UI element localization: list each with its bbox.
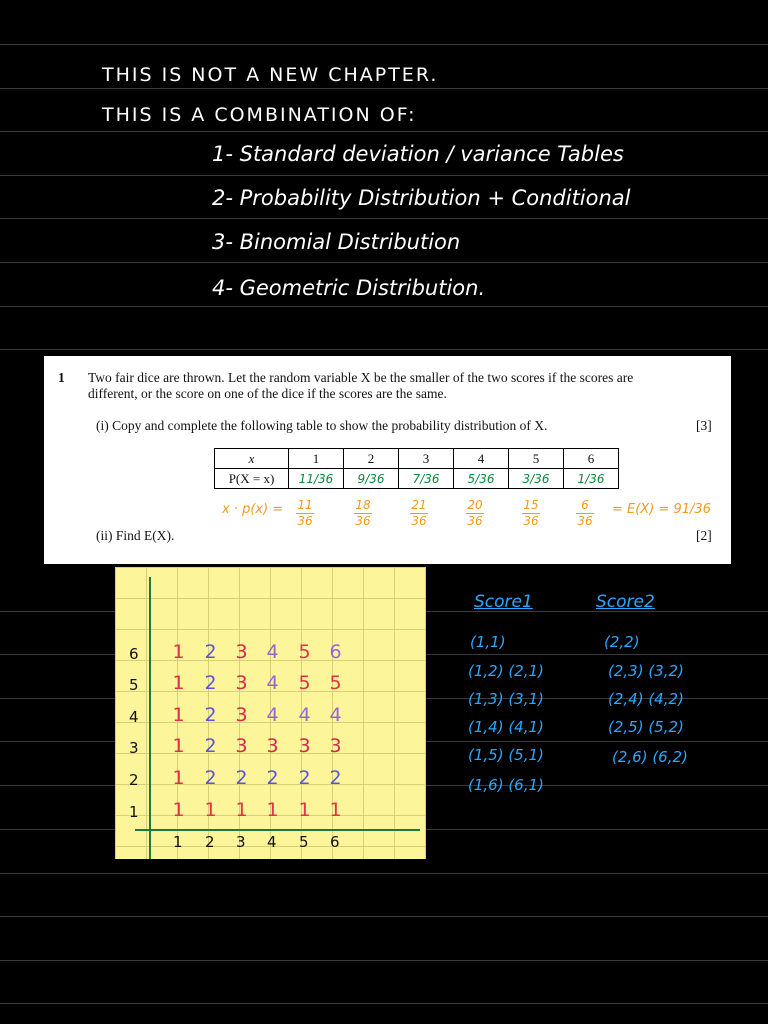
note-line-1: THIS IS NOT A NEW CHAPTER. (102, 64, 439, 86)
grid-cell-value: 1 (172, 799, 185, 821)
grid-cell-value: 4 (266, 641, 279, 663)
grid-y-label: 5 (129, 676, 139, 694)
grid-cell-value: 2 (329, 767, 342, 789)
grid-cell-value: 2 (204, 735, 217, 757)
xp-fraction: 18 36 (355, 498, 371, 528)
score1-title: Score1 (474, 592, 533, 612)
p-header: P(X = x) (215, 469, 289, 489)
score2-pair: (2,5) (5,2) (608, 718, 684, 736)
grid-cell-value: 1 (298, 799, 311, 821)
distribution-table (214, 448, 619, 489)
question-text-1: Two fair dice are thrown. Let the random variable X be the smaller of the two scores if the scores are (88, 370, 634, 385)
table-row-x (215, 449, 619, 469)
grid-cell-value: 2 (235, 767, 248, 789)
grid-cell-value: 1 (172, 641, 185, 663)
note-item-3: 3- Binomial Distribution (212, 230, 461, 254)
grid-y-label: 1 (129, 803, 139, 821)
note-item-1: 1- Standard deviation / variance Tables (212, 142, 624, 166)
table-row-p (215, 469, 619, 489)
grid-y-label: 3 (129, 739, 139, 757)
score1-pair: (1,4) (4,1) (468, 718, 544, 736)
score1-pair: (1,5) (5,1) (468, 746, 544, 764)
note-item-4: 4- Geometric Distribution. (212, 276, 486, 300)
score1-pair: (1,1) (470, 633, 506, 651)
score2-pair: (2,3) (3,2) (608, 662, 684, 680)
probability-value: 11/36 (289, 469, 344, 489)
score1-pair: (1,6) (6,1) (468, 776, 544, 794)
question-number: 1 (58, 370, 65, 385)
grid-cell-value: 4 (298, 704, 311, 726)
probability-value: 3/36 (509, 469, 564, 489)
xp-fraction: 6 36 (577, 498, 593, 528)
grid-x-label: 5 (299, 833, 309, 851)
grid-cell-value: 3 (235, 641, 248, 663)
x-axis (135, 829, 420, 831)
grid-cell-value: 1 (172, 672, 185, 694)
grid-x-label: 1 (173, 833, 183, 851)
question-part-i: (i) Copy and complete the following table to show the probability distribution of X. (96, 418, 548, 433)
y-axis (149, 577, 151, 859)
question-text-2: different, or the score on one of the dice if the scores are the same. (88, 386, 447, 401)
x-value: 2 (344, 449, 399, 469)
grid-y-label: 4 (129, 708, 139, 726)
question-card (44, 356, 731, 564)
grid-cell-value: 3 (235, 672, 248, 694)
grid-cell-value: 2 (204, 704, 217, 726)
expectation-result: = E(X) = 91/36 (612, 502, 711, 517)
grid-cell-value: 3 (235, 735, 248, 757)
xp-label: x · p(x) = (222, 502, 284, 517)
score2-pair: (2,4) (4,2) (608, 690, 684, 708)
grid-cell-value: 1 (235, 799, 248, 821)
grid-y-label: 6 (129, 645, 139, 663)
grid-cell-value: 2 (266, 767, 279, 789)
x-header: x (215, 449, 289, 469)
score1-pair: (1,2) (2,1) (468, 662, 544, 680)
grid-cell-value: 1 (172, 735, 185, 757)
x-value: 5 (509, 449, 564, 469)
grid-y-label: 2 (129, 771, 139, 789)
score2-title: Score2 (596, 592, 655, 612)
grid-cell-value: 6 (329, 641, 342, 663)
grid-cell-value: 1 (204, 799, 217, 821)
grid-cell-value: 3 (298, 735, 311, 757)
probability-value: 9/36 (344, 469, 399, 489)
x-value: 4 (454, 449, 509, 469)
grid-x-label: 6 (330, 833, 340, 851)
probability-value: 1/36 (564, 469, 619, 489)
probability-value: 7/36 (399, 469, 454, 489)
grid-cell-value: 5 (329, 672, 342, 694)
xp-fraction: 21 36 (411, 498, 427, 528)
marks-part-i: [3] (696, 418, 712, 433)
grid-cell-value: 4 (266, 672, 279, 694)
grid-cell-value: 5 (298, 672, 311, 694)
x-value: 1 (289, 449, 344, 469)
grid-cell-value: 3 (329, 735, 342, 757)
grid-cell-value: 5 (298, 641, 311, 663)
xp-fraction: 20 36 (467, 498, 483, 528)
marks-part-ii: [2] (696, 528, 712, 543)
xp-fraction: 15 36 (523, 498, 539, 528)
score2-pair: (2,2) (604, 633, 640, 651)
grid-x-label: 3 (236, 833, 246, 851)
score2-pair: (2,6) (6,2) (612, 748, 688, 766)
grid-cell-value: 2 (298, 767, 311, 789)
grid-cell-value: 3 (266, 735, 279, 757)
grid-cell-value: 2 (204, 672, 217, 694)
grid-cell-value: 4 (329, 704, 342, 726)
note-line-2: THIS IS A COMBINATION OF: (102, 104, 417, 126)
grid-cell-value: 1 (172, 767, 185, 789)
outcome-grid (115, 567, 426, 859)
grid-cell-value: 1 (329, 799, 342, 821)
x-value: 6 (564, 449, 619, 469)
grid-cell-value: 2 (204, 767, 217, 789)
probability-value: 5/36 (454, 469, 509, 489)
grid-x-label: 2 (205, 833, 215, 851)
question-part-ii: (ii) Find E(X). (96, 528, 175, 543)
score1-pair: (1,3) (3,1) (468, 690, 544, 708)
grid-cell-value: 4 (266, 704, 279, 726)
grid-cell-value: 1 (266, 799, 279, 821)
grid-x-label: 4 (267, 833, 277, 851)
grid-cell-value: 2 (204, 641, 217, 663)
note-item-2: 2- Probability Distribution + Conditional (212, 186, 631, 210)
grid-cell-value: 3 (235, 704, 248, 726)
grid-cell-value: 1 (172, 704, 185, 726)
x-value: 3 (399, 449, 454, 469)
xp-fraction: 11 36 (297, 498, 313, 528)
